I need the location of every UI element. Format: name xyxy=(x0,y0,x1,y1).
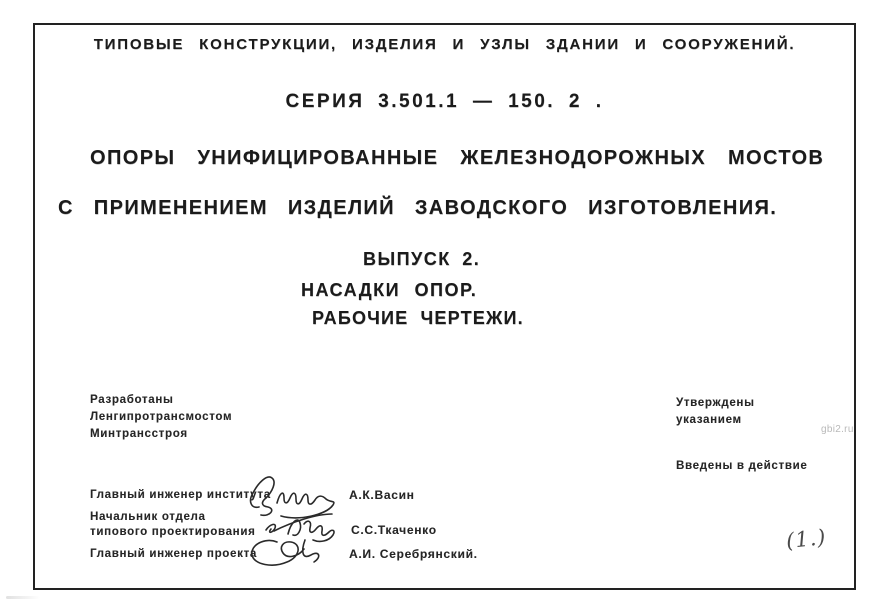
approved-detail: указанием xyxy=(676,414,742,426)
signatory-name-serebryanskiy: А.И. Серебрянский. xyxy=(349,547,478,561)
signatory-role-chief-institute-engineer: Главный инженер института xyxy=(90,489,271,501)
document-category-header: ТИПОВЫЕ КОНСТРУКЦИИ, ИЗДЕЛИЯ И УЗЛЫ ЗДАНИИ И СООРУЖЕНИЙ. xyxy=(93,36,796,53)
scan-smudge xyxy=(6,596,40,599)
series-number: СЕРИЯ 3.501.1 — 150. 2 . xyxy=(285,91,604,112)
signatory-name-tkachenko: С.С.Ткаченко xyxy=(351,523,437,537)
subtitle-line-1: НАСАДКИ ОПОР. xyxy=(301,280,478,300)
signatory-role-department-head xyxy=(90,510,256,540)
issue-number: ВЫПУСК 2. xyxy=(363,249,481,269)
signatory-role-line-2: типового проектирования xyxy=(90,526,256,538)
main-title-line-2: С ПРИМЕНЕНИЕМ ИЗДЕЛИЙ ЗАВОДСКОГО ИЗГОТОВЛЕНИЯ. xyxy=(58,197,778,219)
developed-by-block xyxy=(90,392,232,443)
developed-by-org-2: Минтрансстроя xyxy=(90,428,188,440)
site-watermark: gbi2.ru xyxy=(821,424,854,435)
signatory-name-vasin: А.К.Васин xyxy=(349,488,415,502)
effective-date-line: Введены в действие xyxy=(676,460,808,472)
signatory-role-chief-project-engineer: Главный инженер проекта xyxy=(90,548,257,560)
approved-label: Утверждены xyxy=(676,397,755,409)
signatory-role-line-1: Начальник отдела xyxy=(90,511,206,523)
developed-by-label: Разработаны xyxy=(90,394,174,406)
subtitle-line-2: РАБОЧИЕ ЧЕРТЕЖИ. xyxy=(312,308,524,328)
signature-serebryanskiy-icon xyxy=(241,532,329,570)
approved-by-block xyxy=(676,395,755,429)
developed-by-org-1: Ленгипротрансмостом xyxy=(90,411,233,423)
handwritten-sheet-number: (1.) xyxy=(784,524,828,554)
main-title-line-1: ОПОРЫ УНИФИЦИРОВАННЫЕ ЖЕЛЕЗНОДОРОЖНЫХ МОСТОВ xyxy=(90,147,825,169)
